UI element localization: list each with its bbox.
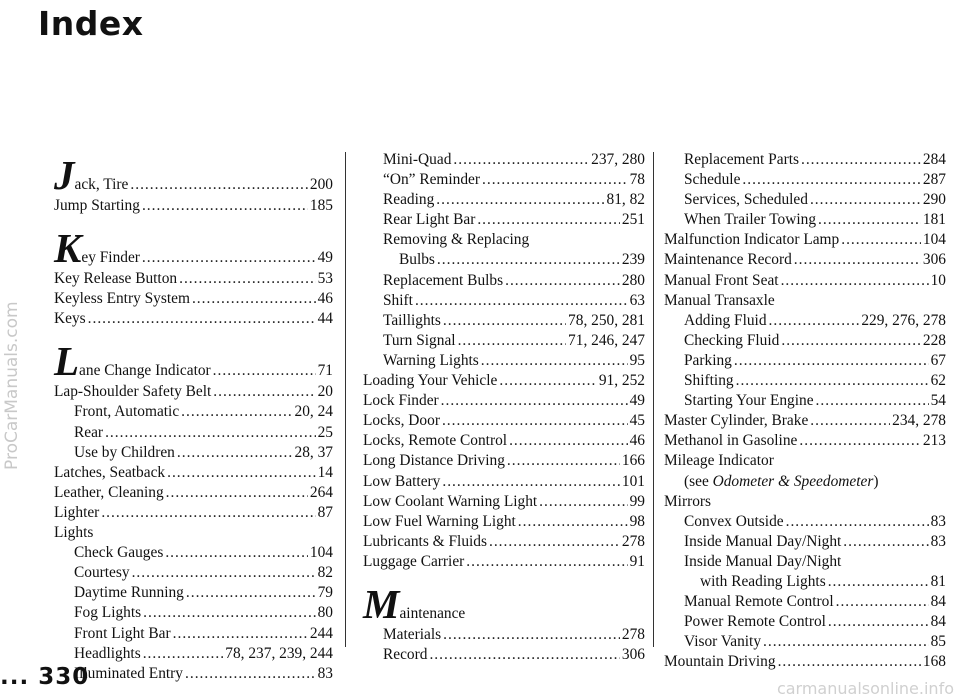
- index-subentry: [54, 644, 333, 664]
- entry-term: Turn Signal: [383, 331, 456, 349]
- index-entry: [54, 382, 333, 402]
- index-subentry: [664, 532, 946, 552]
- index-subentry: [664, 512, 946, 532]
- entry-term: Reading: [383, 191, 435, 209]
- entry-term: Power Remote Control: [684, 613, 826, 631]
- index-subentry: [363, 625, 645, 645]
- index-subentry: [363, 210, 645, 230]
- index-column-2: [363, 150, 645, 665]
- entry-term: “On” Reminder: [383, 171, 481, 189]
- entry-term: Locks, Remote Control: [363, 432, 508, 450]
- index-subentry: [54, 563, 333, 583]
- index-entry: [54, 225, 333, 272]
- entry-pages: 229, 276, 278: [861, 311, 946, 329]
- entry-pages: 101: [621, 472, 645, 490]
- entry-term: Locks, Door: [363, 412, 440, 430]
- entry-term: aintenance: [399, 604, 466, 622]
- index-subentry: [664, 371, 946, 391]
- entry-pages: 81, 82: [606, 191, 645, 209]
- entry-pages: 46: [629, 432, 645, 450]
- entry-pages: 54: [930, 392, 946, 410]
- entry-pages: 91, 252: [598, 372, 645, 390]
- index-entry: [363, 492, 645, 512]
- entry-pages: 99: [629, 492, 645, 510]
- entry-pages: 46: [317, 290, 333, 308]
- entry-pages: 181: [922, 211, 946, 229]
- entry-term: Mini-Quad: [383, 151, 452, 168]
- page-number-prefix: ...: [0, 664, 30, 690]
- entry-pages: 280: [621, 271, 645, 289]
- watermark-side: ProCarManuals.com: [2, 301, 22, 470]
- entry-term: Use by Children: [74, 443, 175, 461]
- index-subentry: [664, 150, 946, 170]
- index-entry: [54, 152, 333, 198]
- see-reference: [664, 472, 946, 492]
- index-subentry: [363, 291, 645, 311]
- index-subentry: [363, 190, 645, 210]
- entry-term: Warning Lights: [383, 351, 479, 369]
- index-subentry: [664, 632, 946, 652]
- entry-term: ey Finder: [81, 249, 140, 267]
- entry-term: Loading Your Vehicle: [363, 372, 498, 390]
- index-subentry: [664, 311, 946, 331]
- entry-term: Schedule: [684, 171, 741, 189]
- index-subentry: [54, 423, 333, 443]
- entry-term: Daytime Running: [74, 584, 184, 602]
- entry-term: When Trailer Towing: [684, 211, 817, 229]
- index-entry: [54, 338, 333, 385]
- entry-term: with Reading Lights: [700, 572, 826, 590]
- page-number-value: 330: [38, 664, 90, 690]
- see-prefix: (see: [684, 472, 713, 490]
- entry-term: Materials: [383, 625, 442, 643]
- entry-heading: Lights: [54, 524, 94, 542]
- entry-term: Bulbs: [399, 251, 435, 269]
- entry-pages: 104: [922, 231, 946, 249]
- entry-pages: 251: [621, 211, 645, 229]
- entry-pages: 98: [629, 512, 645, 530]
- entry-heading: Manual Transaxle: [664, 291, 775, 309]
- index-subentry: [54, 624, 333, 644]
- index-column-1: [54, 152, 333, 684]
- entry-term: Latches, Seatback: [54, 463, 166, 481]
- entry-pages: 28, 37: [294, 443, 333, 461]
- entry-pages: 67: [930, 351, 946, 369]
- entry-term: Checking Fluid: [684, 331, 780, 349]
- entry-pages: 71, 246, 247: [568, 331, 645, 349]
- entry-pages: 53: [317, 270, 333, 288]
- index-subentry: [363, 645, 645, 665]
- entry-pages: 63: [629, 291, 645, 309]
- entry-term: Low Coolant Warning Light: [363, 492, 538, 510]
- entry-pages: 84: [930, 593, 946, 611]
- entry-term: Keys: [54, 310, 86, 328]
- entry-term: Replacement Bulbs: [383, 271, 504, 289]
- entry-pages: 83: [930, 532, 946, 550]
- entry-pages: 104: [309, 544, 333, 562]
- entry-term: Illuminated Entry: [74, 664, 183, 682]
- entry-pages: 278: [621, 625, 645, 643]
- entry-pages: 239: [621, 251, 645, 269]
- section-letter: J: [54, 152, 75, 198]
- entry-term: Record: [383, 646, 428, 664]
- index-subentry: [664, 210, 946, 230]
- entry-pages: 78, 250, 281: [568, 311, 645, 329]
- entry-pages: 49: [629, 392, 645, 410]
- entry-pages: 87: [317, 503, 333, 521]
- watermark-bottom: carmanualsonline.info: [776, 679, 954, 698]
- entry-pages: 25: [317, 423, 333, 441]
- column-divider: [345, 152, 346, 647]
- entry-pages: 14: [317, 463, 333, 481]
- index-subentry: [363, 311, 645, 331]
- entry-term: Headlights: [74, 644, 141, 662]
- entry-term: Shifting: [684, 372, 734, 390]
- index-entry: [363, 431, 645, 451]
- entry-term: Rear Light Bar: [383, 211, 476, 229]
- index-entry: [54, 196, 333, 216]
- entry-pages: 264: [309, 483, 333, 501]
- entry-heading: Mirrors: [664, 492, 712, 510]
- see-target: Odometer & Speedometer: [712, 472, 874, 490]
- entry-pages: 62: [930, 372, 946, 390]
- entry-term: Manual Front Seat: [664, 271, 779, 289]
- entry-pages: 287: [922, 171, 946, 189]
- index-entry: [54, 309, 333, 329]
- index-entry: [363, 371, 645, 391]
- section-letter: M: [363, 580, 400, 627]
- index-subentry: [664, 592, 946, 612]
- index-entry: [363, 411, 645, 431]
- entry-pages: 80: [317, 604, 333, 622]
- index-entry: [664, 230, 946, 250]
- index-entry: [363, 552, 645, 572]
- entry-term: Inside Manual Day/Night: [684, 532, 842, 550]
- index-entry: [363, 451, 645, 471]
- entry-term: Lubricants & Fluids: [363, 532, 487, 550]
- entry-pages: 237, 280: [591, 151, 645, 168]
- entry-term: Taillights: [383, 311, 441, 329]
- entry-pages: 44: [317, 310, 333, 328]
- index-entry: [54, 463, 333, 483]
- entry-pages: 10: [930, 271, 946, 289]
- entry-term: Lock Finder: [363, 392, 439, 410]
- index-subentry: [664, 572, 946, 592]
- entry-term: Low Battery: [363, 472, 441, 490]
- entry-pages: 45: [629, 412, 645, 430]
- index-entry: [664, 411, 946, 431]
- index-subentry: [54, 664, 333, 684]
- entry-term: Master Cylinder, Brake: [664, 412, 809, 430]
- entry-term: Lap-Shoulder Safety Belt: [54, 383, 212, 401]
- entry-pages: 20: [317, 383, 333, 401]
- entry-pages: 79: [317, 584, 333, 602]
- index-entry: [664, 271, 946, 291]
- entry-term: ane Change Indicator: [79, 362, 211, 380]
- entry-term: Courtesy: [74, 564, 130, 582]
- entry-term: Replacement Parts: [684, 151, 799, 168]
- entry-pages: 78, 237, 239, 244: [225, 644, 333, 662]
- entry-pages: 82: [317, 564, 333, 582]
- entry-term: Methanol in Gasoline: [664, 432, 798, 450]
- entry-term: Front, Automatic: [74, 403, 180, 421]
- index-subentry: [664, 170, 946, 190]
- index-subentry: [363, 271, 645, 291]
- index-subentry: [54, 443, 333, 463]
- index-subentry: [54, 603, 333, 623]
- entry-term: Luggage Carrier: [363, 552, 465, 570]
- entry-pages: 306: [922, 251, 946, 269]
- entry-pages: 185: [309, 197, 333, 214]
- entry-term: Parking: [684, 351, 732, 369]
- entry-pages: 278: [621, 532, 645, 550]
- entry-pages: 168: [922, 653, 946, 671]
- entry-term: Rear: [74, 423, 104, 441]
- entry-pages: 284: [922, 151, 946, 168]
- index-entry: [664, 250, 946, 270]
- entry-pages: 228: [922, 331, 946, 349]
- entry-term: Check Gauges: [74, 544, 164, 562]
- entry-pages: 213: [922, 432, 946, 450]
- section-letter: L: [54, 338, 80, 385]
- index-subentry: [54, 543, 333, 563]
- entry-term: Manual Remote Control: [684, 593, 834, 611]
- index-entry: [54, 483, 333, 503]
- entry-term: Maintenance Record: [664, 251, 792, 269]
- index-subentry: [363, 170, 645, 190]
- entry-pages: 200: [309, 176, 333, 193]
- entry-term: Keyless Entry System: [54, 290, 190, 308]
- index-subentry: [363, 331, 645, 351]
- index-entry: [363, 512, 645, 532]
- page-number: [0, 664, 89, 690]
- entry-term: Low Fuel Warning Light: [363, 512, 516, 530]
- index-entry: [363, 580, 645, 627]
- index-subentry: [54, 402, 333, 422]
- page-title: Index: [38, 4, 144, 43]
- index-entry: [54, 269, 333, 289]
- entry-term: Visor Vanity: [684, 633, 762, 651]
- index-entry: [664, 431, 946, 451]
- index-subentry: [363, 250, 645, 270]
- entry-pages: 78: [629, 171, 645, 189]
- index-subentry: [54, 583, 333, 603]
- index-subentry: [664, 351, 946, 371]
- index-subentry: [664, 331, 946, 351]
- entry-pages: 166: [621, 452, 645, 470]
- entry-term: Key Release Button: [54, 270, 178, 288]
- index-entry: [664, 652, 946, 672]
- index-column-3: [664, 150, 946, 672]
- entry-term: ack, Tire: [74, 176, 129, 193]
- entry-pages: 49: [317, 249, 333, 267]
- entry-term: Front Light Bar: [74, 624, 171, 642]
- index-entry: [363, 472, 645, 492]
- entry-pages: 306: [621, 646, 645, 664]
- entry-term: Convex Outside: [684, 512, 784, 530]
- entry-pages: 84: [930, 613, 946, 631]
- entry-pages: 81: [930, 572, 946, 590]
- entry-heading: Mileage Indicator: [664, 452, 774, 470]
- index-entry: [54, 503, 333, 523]
- entry-term: Adding Fluid: [684, 311, 767, 329]
- column-divider: [653, 152, 654, 647]
- entry-pages: 244: [309, 624, 333, 642]
- index-subentry: [363, 351, 645, 371]
- see-suffix: ): [873, 472, 879, 490]
- entry-pages: 71: [317, 362, 333, 380]
- entry-pages: 83: [317, 664, 333, 682]
- index-entry: [363, 391, 645, 411]
- index-entry: [363, 532, 645, 552]
- entry-term: Shift: [383, 291, 413, 309]
- entry-term: Leather, Cleaning: [54, 483, 164, 501]
- index-entry: [54, 289, 333, 309]
- index-subentry: [664, 612, 946, 632]
- entry-heading: Removing & Replacing: [383, 231, 530, 249]
- entry-pages: 290: [922, 191, 946, 209]
- entry-term: Starting Your Engine: [684, 392, 814, 410]
- index-subentry: [664, 190, 946, 210]
- entry-pages: 234, 278: [892, 412, 946, 430]
- entry-term: Jump Starting: [54, 197, 140, 214]
- entry-pages: 95: [629, 351, 645, 369]
- entry-pages: 85: [930, 633, 946, 651]
- entry-term: Services, Scheduled: [684, 191, 808, 209]
- section-letter: K: [54, 225, 82, 272]
- entry-heading: Inside Manual Day/Night: [684, 552, 842, 570]
- index-subentry: [664, 391, 946, 411]
- entry-pages: 83: [930, 512, 946, 530]
- entry-term: Lighter: [54, 503, 100, 521]
- entry-term: Long Distance Driving: [363, 452, 505, 470]
- index-subentry: [363, 150, 645, 170]
- entry-term: Fog Lights: [74, 604, 142, 622]
- entry-term: Malfunction Indicator Lamp: [664, 231, 840, 249]
- entry-pages: 20, 24: [294, 403, 333, 421]
- entry-pages: 91: [629, 552, 645, 570]
- entry-term: Mountain Driving: [664, 653, 776, 671]
